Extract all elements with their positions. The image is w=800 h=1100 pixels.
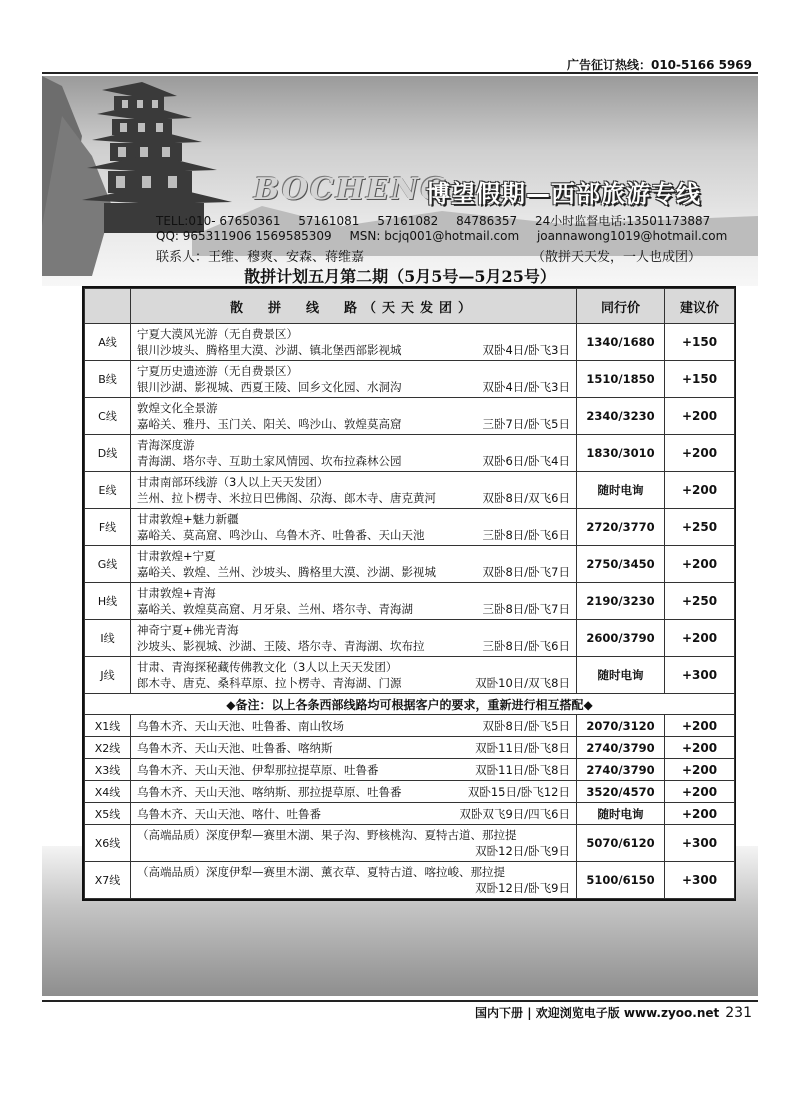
people-line <box>156 246 702 265</box>
route-duration: 双卧双飞9日/四飞6日 <box>459 806 570 821</box>
route-line <box>137 416 570 432</box>
route-stops: 乌鲁木齐、天山天池、喀什、吐鲁番 <box>137 806 321 821</box>
route-detail <box>131 583 577 620</box>
footer-text: 国内下册 | 欢迎浏览电子版 www.zyoo.net <box>475 1006 720 1020</box>
route-duration: 双卧11日/卧飞8日 <box>475 740 570 755</box>
brand-english: BOCHENG <box>254 172 449 207</box>
peer-price: 2720/3770 <box>577 509 665 546</box>
route-duration: 双卧8日/双飞6日 <box>482 491 570 505</box>
table-header-row <box>85 289 735 324</box>
route-line <box>137 453 570 469</box>
table-row <box>85 825 735 862</box>
xinjiang-routes <box>85 715 735 825</box>
route-title: 青海深度游 <box>137 438 195 452</box>
route-code: B线 <box>85 361 131 398</box>
route-detail <box>131 715 577 737</box>
tel-hotline: 24小时监督电话:13501173887 <box>535 214 711 228</box>
route-code: X6线 <box>85 825 131 862</box>
route-table <box>82 286 736 901</box>
table-row <box>85 781 735 803</box>
footer-rule <box>42 1000 758 1002</box>
route-stops: 嘉峪关、莫高窟、鸣沙山、乌鲁木齐、吐鲁番、天山天池 <box>137 528 425 542</box>
peer-price: 3520/4570 <box>577 781 665 803</box>
suggest-price: +200 <box>665 398 735 435</box>
header-code <box>85 289 131 324</box>
table-row <box>85 361 735 398</box>
peer-price: 1340/1680 <box>577 324 665 361</box>
suggest-price: +200 <box>665 472 735 509</box>
msn-2: joannawong1019@hotmail.com <box>536 229 728 243</box>
route-stops: （高端品质）深度伊犁—赛里木湖、薰衣草、夏特古道、喀拉峻、那拉提 <box>137 865 505 879</box>
route-detail <box>131 324 577 361</box>
qq-numbers: QQ: 965311906 1569585309 <box>156 229 332 243</box>
peer-price: 1510/1850 <box>577 361 665 398</box>
route-code: X3线 <box>85 759 131 781</box>
suggest-price: +200 <box>665 546 735 583</box>
route-detail <box>131 781 577 803</box>
ad-hotline: 广告征订热线：010-5166 5969 <box>566 58 752 72</box>
route-stops: 嘉峪关、敦煌、兰州、沙坡头、腾格里大漠、沙湖、影视城 <box>137 565 436 579</box>
route-duration: 三卧8日/卧飞6日 <box>482 528 570 542</box>
table-row <box>85 657 735 694</box>
route-duration: 双卧12日/卧飞9日 <box>475 881 570 895</box>
table-row <box>85 546 735 583</box>
page-number: 231 <box>725 1005 752 1021</box>
route-code: X5线 <box>85 803 131 825</box>
footer <box>475 1004 752 1021</box>
route-stops: 银川沙湖、影视城、西夏王陵、回乡文化园、水洞沟 <box>137 380 402 394</box>
route-line <box>137 784 570 800</box>
peer-price: 5100/6150 <box>577 862 665 899</box>
route-detail <box>131 825 577 862</box>
route-duration: 双卧10日/双飞8日 <box>475 676 570 690</box>
route-code: I线 <box>85 620 131 657</box>
tel-main: TELL:010- 67650361 <box>156 214 281 228</box>
route-line <box>137 527 570 543</box>
table-row <box>85 435 735 472</box>
route-line <box>137 740 570 756</box>
route-title: 敦煌文化全景游 <box>137 401 218 415</box>
route-code: X1线 <box>85 715 131 737</box>
suggest-price: +200 <box>665 620 735 657</box>
peer-price: 随时电询 <box>577 803 665 825</box>
suggest-price: +200 <box>665 737 735 759</box>
peer-price: 2740/3790 <box>577 737 665 759</box>
qq-line <box>156 229 741 243</box>
slogan: （散拼天天发，一人也成团） <box>532 250 702 265</box>
suggest-price: +200 <box>665 715 735 737</box>
route-code: F线 <box>85 509 131 546</box>
suggest-price: +250 <box>665 583 735 620</box>
route-code: C线 <box>85 398 131 435</box>
route-line <box>137 762 570 778</box>
main-routes <box>85 324 735 694</box>
table-row <box>85 715 735 737</box>
route-stops: 嘉峪关、敦煌莫高窟、月牙泉、兰州、塔尔寺、青海湖 <box>137 602 413 616</box>
route-code: D线 <box>85 435 131 472</box>
route-duration: 双卧6日/卧飞4日 <box>482 454 570 468</box>
route-detail <box>131 737 577 759</box>
route-code: A线 <box>85 324 131 361</box>
route-title: 甘肃敦煌+宁夏 <box>137 549 216 563</box>
route-title: 神奇宁夏+佛光青海 <box>137 623 239 637</box>
route-stops: 郎木寺、唐克、桑科草原、拉卜楞寺、青海湖、门源 <box>137 676 402 690</box>
route-detail <box>131 361 577 398</box>
header-route: 散 拼 线 路（天天发团） <box>131 289 577 324</box>
route-line <box>137 806 570 822</box>
route-detail <box>131 509 577 546</box>
route-detail <box>131 435 577 472</box>
route-title: 甘肃南部环线游（3人以上天天发团） <box>137 475 329 489</box>
route-line <box>137 564 570 580</box>
peer-price: 2600/3790 <box>577 620 665 657</box>
route-stops: 兰州、拉卜楞寺、米拉日巴佛阁、尕海、郎木寺、唐克黄河 <box>137 491 436 505</box>
route-stops: 乌鲁木齐、天山天池、吐鲁番、喀纳斯 <box>137 740 333 755</box>
route-stops: 乌鲁木齐、天山天池、喀纳斯、那拉提草原、吐鲁番 <box>137 784 402 799</box>
route-duration: 双卧11日/卧飞8日 <box>475 762 570 777</box>
route-line <box>137 718 570 734</box>
peer-price: 2190/3230 <box>577 583 665 620</box>
route-stops: 青海湖、塔尔寺、互助土家风情园、坎布拉森林公园 <box>137 454 402 468</box>
table-row <box>85 472 735 509</box>
route-title: 甘肃、青海探秘藏传佛教文化（3人以上天天发团） <box>137 660 398 674</box>
route-line <box>137 638 570 654</box>
route-stops: （高端品质）深度伊犁—赛里木湖、果子沟、野核桃沟、夏特古道、那拉提 <box>137 828 517 842</box>
contact-people: 联系人：王维、穆爽、安森、蒋维嘉 <box>156 250 365 265</box>
route-title: 甘肃敦煌+魅力新疆 <box>137 512 239 526</box>
route-duration: 双卧4日/卧飞3日 <box>482 343 570 357</box>
table-row <box>85 509 735 546</box>
suggest-price: +300 <box>665 862 735 899</box>
suggest-price: +250 <box>665 509 735 546</box>
route-detail <box>131 862 577 899</box>
route-stops: 乌鲁木齐、天山天池、伊犁那拉提草原、吐鲁番 <box>137 762 379 777</box>
route-detail <box>131 759 577 781</box>
table-row <box>85 759 735 781</box>
route-duration: 三卧8日/卧飞7日 <box>482 602 570 616</box>
tel-4: 84786357 <box>456 214 518 228</box>
peer-price: 5070/6120 <box>577 825 665 862</box>
header-peer-price: 同行价 <box>577 289 665 324</box>
tel-3: 57161082 <box>377 214 439 228</box>
route-line <box>137 379 570 395</box>
table-row <box>85 803 735 825</box>
brand-logo <box>254 172 754 212</box>
header-suggest-price: 建议价 <box>665 289 735 324</box>
route-stops: 沙坡头、影视城、沙湖、王陵、塔尔寺、青海湖、坎布拉 <box>137 639 425 653</box>
route-detail <box>131 620 577 657</box>
route-title: 宁夏大漠风光游（无自费景区） <box>137 327 298 341</box>
peer-price: 2340/3230 <box>577 398 665 435</box>
table-row <box>85 398 735 435</box>
suggest-price: +200 <box>665 435 735 472</box>
table-row <box>85 324 735 361</box>
note-row <box>85 694 735 715</box>
route-duration: 三卧7日/卧飞5日 <box>482 417 570 431</box>
route-duration: 三卧8日/卧飞6日 <box>482 639 570 653</box>
note-text: ◆备注：以上各条西部线路均可根据客户的要求，重新进行相互搭配◆ <box>85 694 735 715</box>
peer-price: 随时电询 <box>577 472 665 509</box>
tel-2: 57161081 <box>298 214 360 228</box>
route-stops: 嘉峪关、雅丹、玉门关、阳关、鸣沙山、敦煌莫高窟 <box>137 417 402 431</box>
route-code: H线 <box>85 583 131 620</box>
route-duration: 双卧15日/卧飞12日 <box>467 784 570 799</box>
suggest-price: +300 <box>665 657 735 694</box>
route-line <box>137 675 570 691</box>
suggest-price: +150 <box>665 361 735 398</box>
route-code: G线 <box>85 546 131 583</box>
suggest-price: +200 <box>665 803 735 825</box>
suggest-price: +150 <box>665 324 735 361</box>
route-stops: 乌鲁木齐、天山天池、吐鲁番、南山牧场 <box>137 718 344 733</box>
route-stops: 银川沙坡头、腾格里大漠、沙湖、镇北堡西部影视城 <box>137 343 402 357</box>
peer-price: 2750/3450 <box>577 546 665 583</box>
route-code: X7线 <box>85 862 131 899</box>
route-title: 宁夏历史遗迹游（无自费景区） <box>137 364 298 378</box>
suggest-price: +200 <box>665 781 735 803</box>
route-code: J线 <box>85 657 131 694</box>
top-rule <box>42 72 758 74</box>
table-row <box>85 737 735 759</box>
suggest-price: +300 <box>665 825 735 862</box>
route-code: X4线 <box>85 781 131 803</box>
peer-price: 2070/3120 <box>577 715 665 737</box>
route-detail <box>131 803 577 825</box>
peer-price: 1830/3010 <box>577 435 665 472</box>
route-detail <box>131 657 577 694</box>
route-duration: 双卧4日/卧飞3日 <box>482 380 570 394</box>
route-line <box>137 601 570 617</box>
route-title: 甘肃敦煌+青海 <box>137 586 216 600</box>
table-row <box>85 583 735 620</box>
route-duration: 双卧8日/卧飞7日 <box>482 565 570 579</box>
ad-page <box>42 76 758 996</box>
peer-price: 2740/3790 <box>577 759 665 781</box>
peer-price: 随时电询 <box>577 657 665 694</box>
brand-chinese: 博望假期—西部旅游专线 <box>426 180 701 208</box>
route-detail <box>131 546 577 583</box>
suggest-price: +200 <box>665 759 735 781</box>
route-detail <box>131 472 577 509</box>
route-line <box>137 490 570 506</box>
plan-title: 散拼计划五月第二期（5月5号—5月25号） <box>244 267 556 286</box>
route-detail <box>131 398 577 435</box>
xinjiang-premium-routes <box>85 825 735 899</box>
tel-line <box>156 212 724 229</box>
table-row <box>85 620 735 657</box>
msn-1: MSN: bcjq001@hotmail.com <box>349 229 520 243</box>
route-duration: 双卧12日/卧飞9日 <box>475 844 570 858</box>
table-row <box>85 862 735 899</box>
route-code: X2线 <box>85 737 131 759</box>
route-code: E线 <box>85 472 131 509</box>
route-duration: 双卧8日/卧飞5日 <box>482 718 570 733</box>
route-line <box>137 342 570 358</box>
